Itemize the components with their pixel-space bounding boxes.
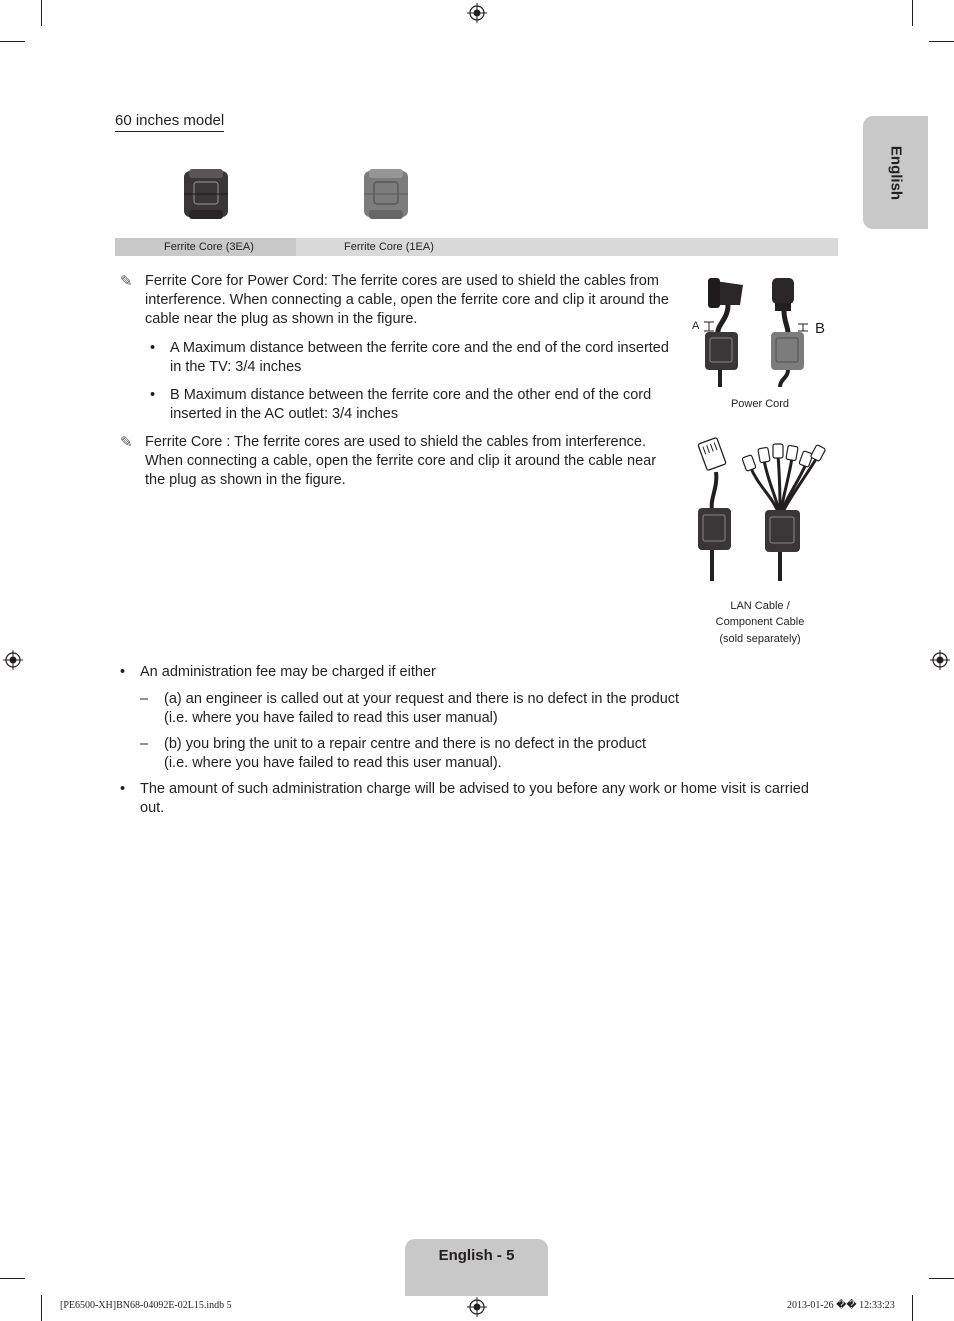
registration-mark-icon [467,1297,487,1317]
registration-mark-icon [3,650,23,670]
case-line: (a) an engineer is called out at your request and there is no defect in the product [164,691,680,707]
page-number-label: English - 5 [438,1247,515,1264]
lan-component-caption [690,598,830,647]
ferrite-core-dark-icon [182,168,230,220]
note-text: Ferrite Core : The ferrite cores are used to shield the cables from interference. When connecting a cable, open the ferrite core and clip it around the cable near the plug as shown in the figure. [145,434,657,488]
dash-icon: – [140,736,149,752]
page-number-tab [405,1239,548,1296]
footer-timestamp: 2013-01-26 �� 12:33:23 [787,1300,895,1311]
caption-line: (sold separately) [719,633,801,645]
note-text: Ferrite Core for Power Cord: The ferrite cores are used to shield the cables from interference. When connecting a cable, open the ferrite core and clip it around the cable near the plug as shown in the figure. [145,273,669,327]
crop-mark [912,1295,913,1321]
crop-mark [912,0,913,26]
item-letter: A [170,340,179,356]
pencil-note-icon: ✎ [120,273,133,290]
ferrite-core-3ea-caption: Ferrite Core (3EA) [164,241,254,253]
crop-mark [929,41,954,42]
caption-bar [115,238,838,256]
power-cord-caption: Power Cord [730,398,790,410]
item-text: Maximum distance between the ferrite core and the end of the cord inserted in the TV: 3/4 inches [170,340,669,375]
label-a: A [692,320,700,332]
language-side-tab-label: English [887,145,904,200]
language-side-tab [863,116,928,229]
crop-mark [0,1278,25,1279]
bullet-icon: • [150,340,156,356]
caption-line: LAN Cable / [730,600,790,612]
case-line: (i.e. where you have failed to read this user manual) [164,710,498,726]
ferrite-core-grey-icon [362,168,410,220]
list-item-text [170,339,670,377]
bullet-icon: • [150,387,156,403]
crop-mark [41,0,42,26]
ferrite-core-1ea-caption: Ferrite Core (1EA) [344,241,434,253]
crop-mark [41,1295,42,1321]
case-line: (b) you bring the unit to a repair centre and there is no defect in the product [164,736,647,752]
admin-closing: The amount of such administration charge will be advised to you before any work or home visit is carried out. [140,781,809,816]
case-line: (i.e. where you have failed to read this user manual). [164,755,502,771]
lan-component-cable-figure [690,436,830,584]
power-cord-figure [688,275,833,390]
dash-icon: – [140,691,149,707]
bullet-icon: • [120,781,126,797]
bullet-icon: • [120,664,126,680]
footer-file-name: [PE6500-XH]BN68-04092E-02L15.indb 5 [60,1300,232,1311]
admin-intro: An administration fee may be charged if either [140,664,436,680]
caption-line: Component Cable [715,616,805,628]
registration-mark-icon [467,3,487,23]
item-letter: B [170,387,180,403]
admin-case-b [164,735,740,773]
pencil-note-icon: ✎ [120,434,133,451]
item-text: Maximum distance between the ferrite core and the other end of the cord inserted in the AC outlet: 3/4 inches [170,387,652,422]
list-item-text [170,386,670,424]
section-title: 60 inches model [115,112,224,132]
crop-mark [929,1278,954,1279]
crop-mark [0,41,25,42]
registration-mark-icon [930,650,950,670]
admin-case-a [164,690,740,728]
label-b: B [815,320,826,337]
